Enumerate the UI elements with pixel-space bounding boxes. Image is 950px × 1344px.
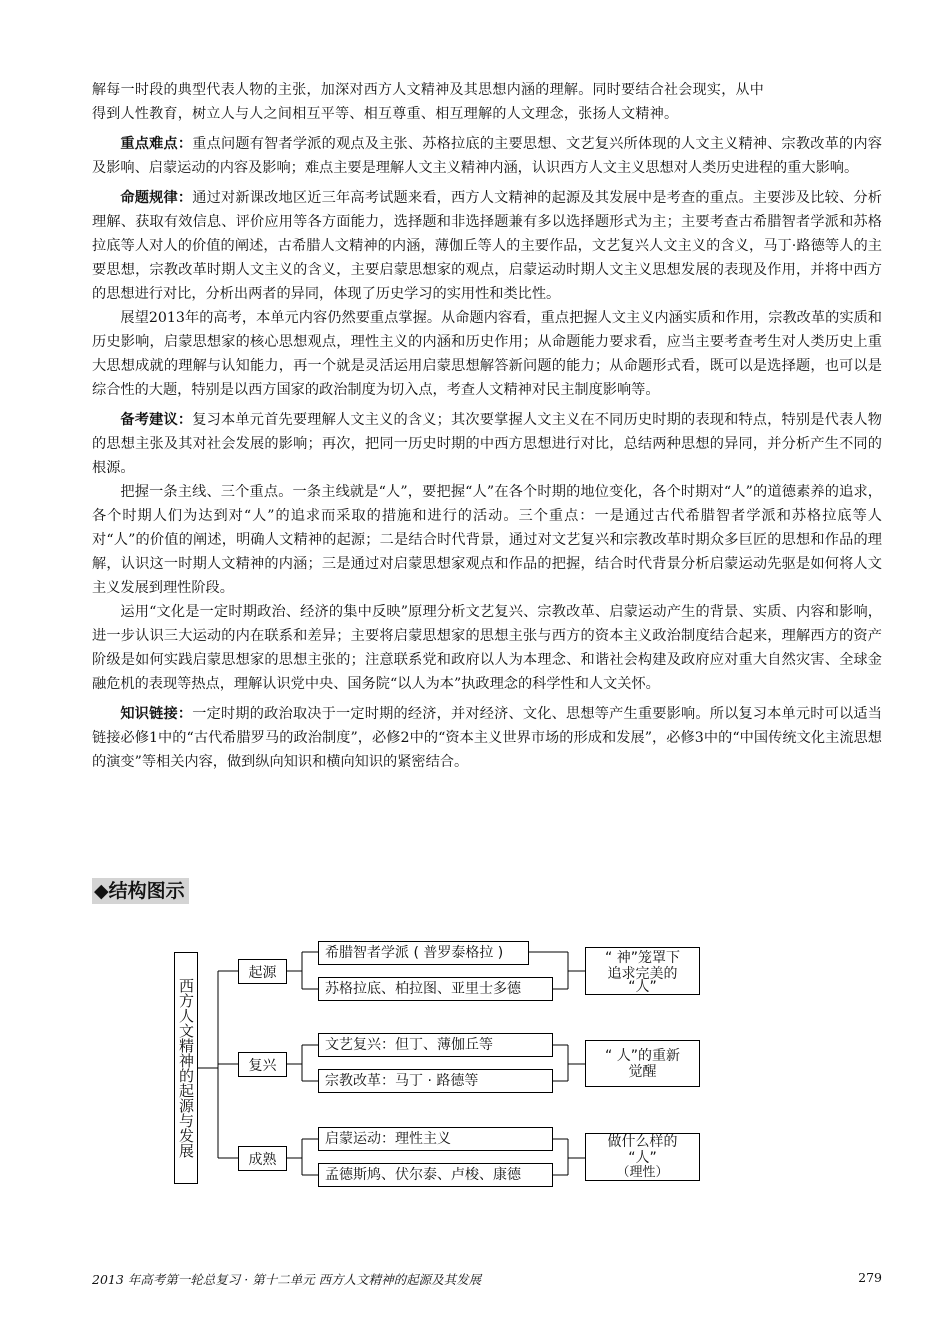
note-origin-line-2: 追求完美的	[607, 966, 678, 982]
paragraph-outlook: 展望2013年的高考，本单元内容仍然要重点掌握。从命题内容看，重点把握人文主义内涵实质和作用，宗教改革的实质和历史影响，启蒙思想家的核心思想观点，理性主义的内涵和历史作用；从命题能力要求看，应当主要考查考生对人类历史上重大思想成就的理解与认知能力，再一个就是灵活运用启蒙思想解答新问题的能力；从命题形式看，既可以是选择题，也可以是综合性的大题，特别是以西方国家的政治制度为切入点，考查人文精神对民主制度影响等。	[92, 310, 882, 398]
page-number: 279	[858, 1270, 882, 1285]
paragraph-knowledge-link	[92, 702, 882, 774]
label-exam-patterns: 命题规律：	[120, 190, 193, 206]
label-prep-advice: 备考建议：	[120, 412, 193, 428]
label-knowledge-link: 知识链接：	[120, 706, 193, 722]
note-origin-line-1: “ 神”笼罩下	[605, 950, 680, 966]
note-origin-line-3: “人”	[628, 979, 657, 995]
leaf-reformation: 宗教改革：马丁 · 路德等	[318, 1069, 553, 1093]
leaf-renaissance: 文艺复兴：但丁、薄伽丘等	[318, 1033, 553, 1057]
footer-title: 2013 年高考第一轮总复习 · 第十二单元 西方人文精神的起源及其发展	[92, 1272, 482, 1287]
paragraph-exam-patterns	[92, 186, 882, 306]
leaf-enlightenment-thinkers: 孟德斯鸠、伏尔泰、卢梭、康德	[318, 1163, 553, 1187]
text-prep-advice: 复习本单元首先要理解人文主义的含义；其次要掌握人文主义在不同历史时期的表现和特点，特别是代表人物的思想主张及其对社会发展的影响；再次，把同一历史时期的中西方思想进行对比，总结两种思想的异同，并分析产生不同的根源。	[92, 412, 882, 476]
text-knowledge-link: 一定时期的政治取决于一定时期的经济，并对经济、文化、思想等产生重要影响。所以复习本单元时可以适当链接必修1中的“古代希腊罗马的政治制度”，必修2中的“资本主义世界市场的形成和发展”，必修3中的“中国传统文化主流思想的演变”等相关内容，做到纵向知识和横向知识的紧密结合。	[92, 706, 882, 770]
note-revival-line-1: “ 人”的重新	[605, 1047, 680, 1064]
note-maturity	[585, 1133, 700, 1181]
paragraph-main-line: 把握一条主线、三个重点。一条主线就是“人”，要把握“人”在各个时期的地位变化，各个时期对“人”的道德素养的追求，各个时期人们为达到对“人”的追求而采取的措施和进行的活动。三个重点：一是通过古代希腊智者学派和苏格拉底等人对“人”的价值的阐述，明确人文精神的起源；二是结合时代背景，通过对文艺复兴和宗教改革时期众多巨匠的思想和作品的理解，认识这一时期人文精神的内涵；三是通过对启蒙思想家观点和作品的把握，结合时代背景分析启蒙运动先驱是如何将人文主义发展到理性阶段。	[92, 484, 882, 596]
stage-maturity-box: 成熟	[238, 1146, 287, 1171]
paragraph-prep-advice	[92, 408, 882, 480]
label-key-points: 重点难点：	[120, 136, 193, 152]
text-key-points: 重点问题有智者学派的观点及主张、苏格拉底的主要思想、文艺复兴所体现的人文主义精神、宗教改革的内容及影响、启蒙运动的内容及影响；难点主要是理解人文主义精神内涵，认识西方人文主义思想对人类历史进程的重大影响。	[92, 136, 882, 176]
page-footer	[92, 1270, 882, 1288]
note-maturity-line-1: 做什么样的	[607, 1134, 678, 1150]
leaf-sophists: 希腊智者学派 ( 普罗泰格拉 )	[318, 941, 529, 965]
diagram-root-box: 西方人文精神的起源与发展	[174, 952, 198, 1184]
page-body	[92, 78, 882, 774]
text-exam-patterns: 通过对新课改地区近三年高考试题来看，西方人文精神的起源及其发展中是考查的重点。主要涉及比较、分析理解、获取有效信息、评价应用等各方面能力，选择题和非选择题兼有多以选择题形式为主；主要考查古希腊智者学派和苏格拉底等人对人的价值的阐述，古希腊人文精神的内涵，薄伽丘等人的主要作品，文艺复兴人文主义的含义，马丁·路德等人的主要思想，宗教改革时期人文主义的含义，主要启蒙思想家的观点，启蒙运动时期人文主义思想发展的表现及作用，并将中西方的思想进行对比，分析出两者的异同，体现了历史学习的实用性和类比性。	[92, 190, 882, 302]
leaf-enlightenment: 启蒙运动：理性主义	[318, 1127, 553, 1151]
note-maturity-line-2: “人”	[628, 1150, 657, 1166]
paragraph-apply-principle: 运用“文化是一定时期政治、经济的集中反映”原理分析文艺复兴、宗教改革、启蒙运动产生的背景、实质、内容和影响，进一步认识三大运动的内在联系和差异；主要将启蒙思想家的思想主张与西方的资本主义政治制度结合起来，理解西方的资产阶级是如何实践启蒙思想家的思想主张的；注意联系党和政府以人为本理念、和谐社会构建及政府应对重大自然灾害、全球金融危机的表现等热点，理解认识党中央、国务院“以人为本”执政理念的科学性和人文关怀。	[92, 604, 882, 692]
note-revival-line-2: 觉醒	[628, 1063, 657, 1080]
intro-line-1: 解每一时段的典型代表人物的主张，加深对西方人文精神及其思想内涵的理解。同时要结合社会现实，从中	[92, 82, 765, 98]
stage-origin-box: 起源	[238, 959, 287, 984]
note-maturity-line-3: （理性）	[616, 1165, 669, 1180]
structure-diagram-title: ◆结构图示	[92, 878, 189, 904]
note-revival	[585, 1040, 700, 1087]
intro-line-2: 得到人性教育，树立人与人之间相互平等、相互尊重、相互理解的人文理念，张扬人文精神。	[92, 106, 679, 122]
paragraph-key-points	[92, 132, 882, 180]
note-origin	[585, 947, 700, 995]
stage-revival-box: 复兴	[238, 1052, 287, 1077]
leaf-socrates-plato-aristotle: 苏格拉底、柏拉图、亚里士多德	[318, 977, 553, 1001]
